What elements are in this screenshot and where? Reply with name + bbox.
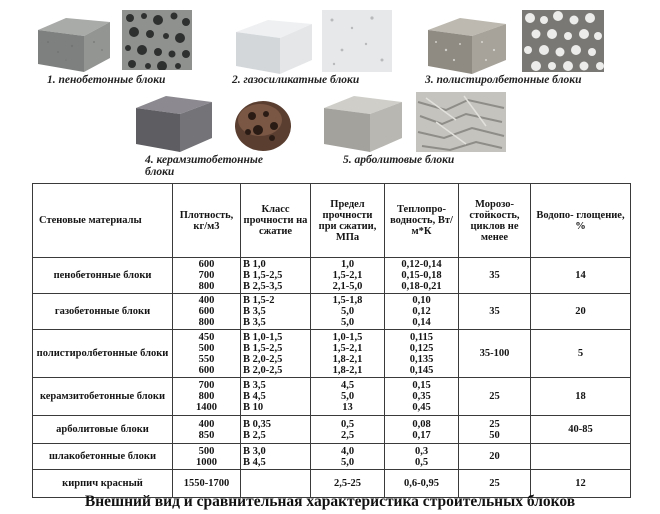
cell-thermal-value: 0,18-0,21: [401, 281, 442, 292]
cell-strength: [311, 330, 385, 378]
cell-class-value: В 4,5: [243, 391, 266, 402]
cell-thermal-value: 0,6-0,95: [404, 478, 439, 489]
header-material: Стеновые материалы: [33, 184, 173, 258]
cell-strength-value: 13: [342, 402, 353, 413]
cell-density-value: 800: [198, 317, 215, 328]
cell-strength-value: 0,5: [340, 418, 355, 430]
header-thermal: Теплопро- водность, Вт/м*К: [385, 184, 459, 258]
cell-thermal-value: 0,10: [412, 295, 431, 306]
aerated-block-image: [234, 14, 314, 76]
cell-strength-value: 5,0: [340, 391, 355, 402]
cell-density-value: 500: [198, 342, 215, 354]
foam-concrete-texture-image: [122, 10, 192, 70]
cell-frost-value: 35-100: [479, 348, 510, 359]
cell-strength: [311, 416, 385, 444]
cell-density-value: 600: [198, 364, 215, 376]
cell-frost-value: 20: [489, 451, 500, 462]
table-header-row: [33, 184, 631, 258]
cell-strength-value: 1,0: [340, 259, 355, 270]
cell-class-value: В 10: [243, 402, 264, 413]
footer-title: Внешний вид и сравнительная характеристика строительных блоков: [84, 493, 576, 510]
cell-strength-value: 1,5-2,1: [332, 342, 363, 354]
cell-class-value: В 0,35: [243, 418, 272, 430]
cell-thermal-value: 0,145: [409, 364, 434, 376]
cell-strength-value: 5,0: [340, 317, 355, 328]
cell-thermal-value: 0,5: [414, 456, 429, 468]
table-row: [33, 294, 631, 330]
cell-class-value: В 3,5: [243, 306, 266, 317]
cell-thermal: [385, 258, 459, 294]
cell-density-value: 700: [198, 270, 215, 281]
arbolite-texture-image: [416, 92, 506, 152]
cell-frost: [459, 378, 531, 416]
cell-density-value: 1550-1700: [183, 478, 230, 489]
cell-thermal-value: 0,08: [412, 418, 431, 430]
cell-material: керамзитобетонные блоки: [33, 378, 173, 416]
cell-class-value: В 1,0-1,5: [243, 331, 283, 343]
cell-class: [241, 330, 311, 378]
cell-density-value: 1400: [196, 402, 217, 413]
cell-thermal-value: 0,3: [414, 445, 429, 457]
cell-thermal-value: 0,14: [412, 317, 431, 328]
cell-class-value: В 2,0-2,5: [243, 364, 283, 376]
cell-strength-value: 1,5-1,8: [332, 295, 363, 306]
cell-thermal: [385, 444, 459, 470]
cell-density-value: 800: [198, 391, 215, 402]
cell-class: [241, 294, 311, 330]
cell-water: 5: [531, 330, 631, 378]
claydite-granule-image: [232, 96, 294, 154]
cell-frost-value: 35: [489, 270, 500, 281]
cell-density-value: 400: [198, 418, 215, 430]
cell-frost: [459, 444, 531, 470]
cell-frost-value: 50: [489, 429, 500, 441]
cell-class-value: В 1,5-2,5: [243, 270, 283, 281]
cell-thermal-value: 0,17: [412, 429, 431, 441]
cell-strength-value: 2,1-5,0: [332, 281, 363, 292]
cell-thermal-value: 0,125: [409, 342, 434, 354]
arbolite-block-image: [322, 92, 404, 154]
cell-strength-value: 5,0: [340, 456, 355, 468]
cell-density-value: 400: [198, 295, 215, 306]
cell-class: [241, 444, 311, 470]
cell-density: [173, 330, 241, 378]
cell-water: 40-85: [531, 416, 631, 444]
cell-class: [241, 378, 311, 416]
cell-material: полистиролбетонные блоки: [33, 330, 173, 378]
cell-strength-value: 4,0: [340, 445, 355, 457]
cell-density: [173, 378, 241, 416]
cell-frost: [459, 330, 531, 378]
cell-thermal: [385, 330, 459, 378]
claydite-block-image: [134, 92, 214, 154]
cell-material: шлакобетонные блоки: [33, 444, 173, 470]
table-row: [33, 378, 631, 416]
cell-material: газобетонные блоки: [33, 294, 173, 330]
cell-water: 20: [531, 294, 631, 330]
aerated-texture-image: [322, 10, 392, 72]
cell-water: 18: [531, 378, 631, 416]
cell-density: [173, 294, 241, 330]
cell-thermal-value: 0,45: [412, 402, 431, 413]
header-density: Плотность, кг/м3: [173, 184, 241, 258]
cell-class-value: В 1,5-2: [243, 295, 275, 306]
table-row: [33, 258, 631, 294]
header-class: Класс прочности на сжатие: [241, 184, 311, 258]
cell-thermal: [385, 378, 459, 416]
cell-frost: [459, 416, 531, 444]
cell-class-value: В 2,5-3,5: [243, 281, 283, 292]
table-row: [33, 330, 631, 378]
cell-class-value: В 1,0: [243, 259, 266, 270]
cell-density: [173, 416, 241, 444]
cell-thermal-value: 0,15-0,18: [401, 270, 442, 281]
cell-density-value: 1000: [196, 456, 217, 468]
cell-thermal-value: 0,12-0,14: [401, 259, 442, 270]
polystyrene-texture-image: [522, 10, 604, 72]
cell-thermal-value: 0,135: [409, 353, 434, 365]
cell-density-value: 450: [198, 331, 215, 343]
cell-thermal-value: 0,35: [412, 391, 431, 402]
cell-frost-value: 25: [489, 478, 500, 489]
cell-material: арболитовые блоки: [33, 416, 173, 444]
caption-aerated: 2. газосиликатные блоки: [232, 74, 360, 86]
cell-water: 12: [531, 470, 631, 498]
cell-material: кирпич красный: [33, 470, 173, 498]
cell-class-value: В 4,5: [243, 456, 266, 468]
cell-thermal: [385, 416, 459, 444]
cell-class-value: В 1,5-2,5: [243, 342, 283, 354]
cell-class-value: В 3,0: [243, 445, 266, 457]
cell-frost: [459, 294, 531, 330]
cell-strength: [311, 294, 385, 330]
table-row: [33, 416, 631, 444]
cell-density-value: 800: [198, 281, 215, 292]
cell-strength-value: 1,8-2,1: [332, 353, 363, 365]
caption-claydite: [145, 154, 265, 178]
cell-material: пенобетонные блоки: [33, 258, 173, 294]
cell-strength-value: 1,8-2,1: [332, 364, 363, 376]
cell-density-value: 550: [198, 353, 215, 365]
cell-strength-value: 2,5: [340, 429, 355, 441]
cell-strength-value: 4,5: [340, 380, 355, 391]
foam-concrete-block-image: [36, 12, 112, 74]
header-strength: Предел прочности при сжатии, МПа: [311, 184, 385, 258]
polystyrene-block-image: [426, 14, 508, 76]
cell-class: [241, 258, 311, 294]
cell-water: 14: [531, 258, 631, 294]
cell-frost-value: 25: [489, 418, 500, 430]
cell-class-value: В 2,5: [243, 429, 266, 441]
cell-thermal: [385, 294, 459, 330]
caption-foam-concrete: 1. пенобетонные блоки: [47, 74, 166, 86]
cell-thermal-value: 0,115: [409, 331, 434, 343]
cell-density-value: 600: [198, 259, 215, 270]
cell-density: [173, 444, 241, 470]
header-water: Водопо- глощение, %: [531, 184, 631, 258]
cell-density-value: 600: [198, 306, 215, 317]
cell-strength-value: 1,0-1,5: [332, 331, 363, 343]
cell-class: [241, 416, 311, 444]
cell-strength: [311, 378, 385, 416]
cell-strength: [311, 444, 385, 470]
caption-arbolite: 5. арболитовые блоки: [343, 154, 455, 166]
cell-class-value: В 2,0-2,5: [243, 353, 283, 365]
table-row: [33, 444, 631, 470]
comparison-table: [32, 183, 631, 498]
cell-class-value: В 3,5: [243, 380, 266, 391]
cell-density-value: 850: [198, 429, 215, 441]
header-frost: Морозо- стойкость, циклов не менее: [459, 184, 531, 258]
caption-claydite-line-2: блоки: [145, 166, 175, 178]
cell-density: [173, 258, 241, 294]
cell-thermal-value: 0,12: [412, 306, 431, 317]
cell-frost-value: 35: [489, 306, 500, 317]
cell-frost: [459, 258, 531, 294]
cell-strength: [311, 258, 385, 294]
cell-strength-value: 1,5-2,1: [332, 270, 363, 281]
cell-density-value: 500: [198, 445, 215, 457]
cell-strength-value: 5,0: [340, 306, 355, 317]
caption-claydite-line-1: 4. керамзитобетонные: [145, 154, 263, 166]
cell-thermal-value: 0,15: [412, 380, 431, 391]
cell-water: [531, 444, 631, 470]
cell-density-value: 700: [198, 380, 215, 391]
cell-strength-value: 2,5-25: [333, 478, 362, 489]
cell-frost-value: 25: [489, 391, 500, 402]
caption-polystyrene: 3. полистиролбетонные блоки: [425, 74, 582, 86]
cell-class-value: В 3,5: [243, 317, 266, 328]
